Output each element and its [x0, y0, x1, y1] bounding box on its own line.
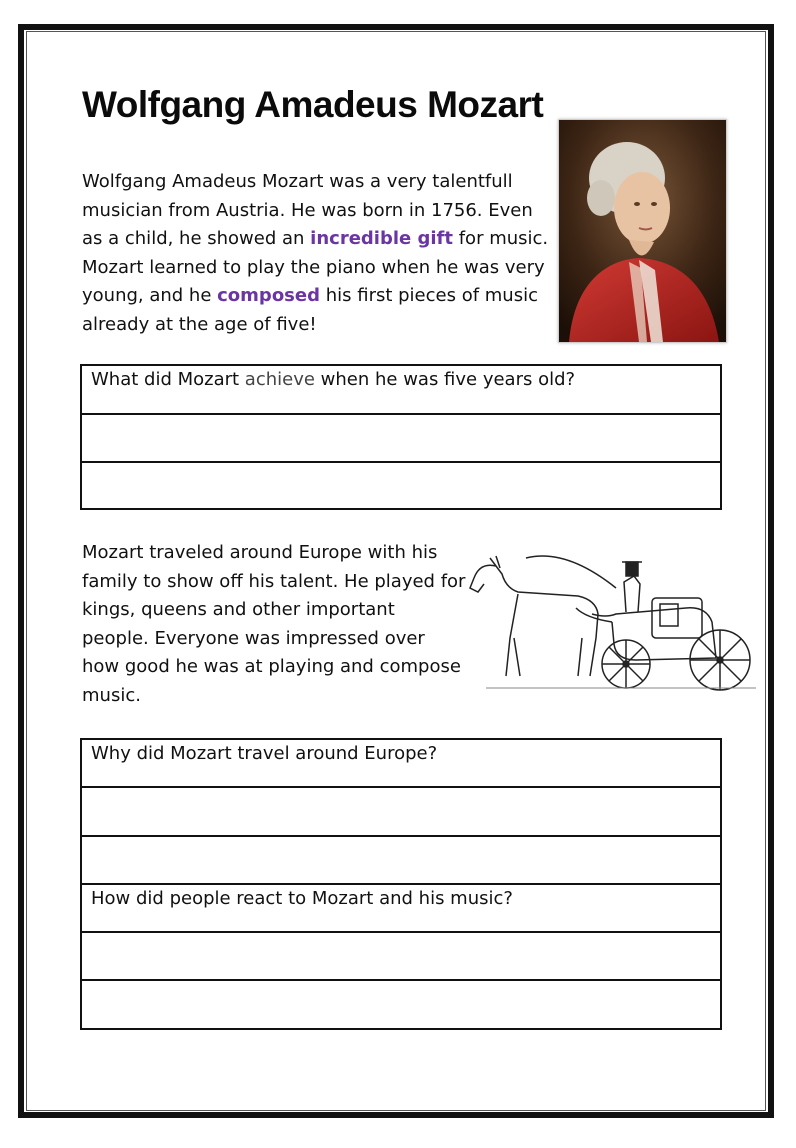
vocab-achieve: achieve	[244, 369, 315, 390]
answer-line[interactable]	[82, 837, 720, 885]
mozart-portrait	[558, 119, 727, 343]
question-box-1	[80, 364, 722, 510]
answer-line[interactable]	[82, 788, 720, 836]
question-row: How did people react to Mozart and his music?	[82, 885, 720, 933]
vocab-incredible-gift: incredible gift	[310, 228, 453, 249]
question-row	[82, 366, 720, 415]
answer-line[interactable]	[82, 981, 720, 1029]
question-box-2	[80, 738, 722, 1030]
horse-carriage-illustration	[466, 548, 758, 692]
answer-line[interactable]	[82, 415, 720, 464]
worksheet-title: Wolfgang Amadeus Mozart	[82, 84, 544, 125]
answer-line[interactable]	[82, 933, 720, 981]
intro-text-3: his first pieces of music already at the age of five!	[82, 285, 538, 335]
question-text-1: What did Mozart	[91, 369, 245, 390]
intro-text-2: for music. Mozart learned to play the piano when he was very young, and he	[82, 228, 549, 306]
intro-text-1: Wolfgang Amadeus Mozart was a very talentfull musician from Austria. He was born in 1756. Even as a child, he showed an	[82, 171, 533, 249]
answer-line[interactable]	[82, 463, 720, 512]
question-row: Why did Mozart travel around Europe?	[82, 740, 720, 788]
intro-paragraph	[82, 168, 552, 339]
question-text-2: when he was five years old?	[314, 369, 576, 390]
vocab-composed: composed	[217, 285, 320, 306]
travel-paragraph: Mozart traveled around Europe with his family to show off his talent. He played for kings, queens and other important people. Everyone was impressed over how good he was at playing and compose music.	[82, 542, 466, 706]
